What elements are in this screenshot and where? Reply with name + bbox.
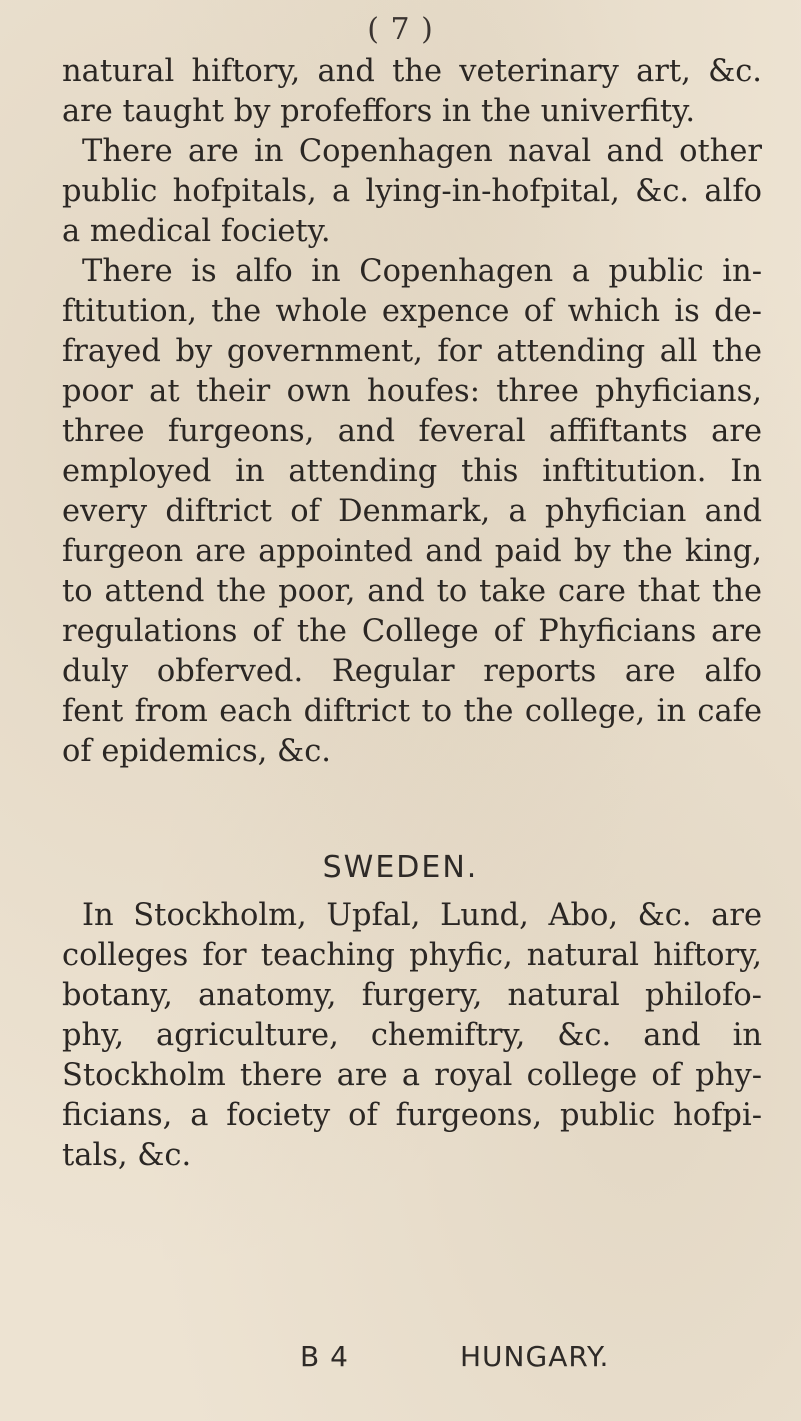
- denmark-text: [62, 52, 762, 772]
- text-line: employed in attending this inftitution. In: [62, 454, 762, 489]
- paragraph-start: There are in Copenhagen naval and other: [82, 134, 762, 169]
- text-line: regulations of the College of Phyficians are: [62, 614, 762, 649]
- text-line: ftitution, the whole expence of which is de-: [62, 294, 762, 329]
- text-line: phy, agriculture, chemiftry, &c. and in: [62, 1018, 762, 1053]
- text-line: frayed by government, for attending all the: [62, 334, 762, 369]
- page-number: ( 7 ): [367, 12, 434, 47]
- text-line: ficians, a fociety of furgeons, public hofpi-: [62, 1098, 762, 1133]
- catchword: HUNGARY.: [460, 1340, 610, 1373]
- text-line: a medical fociety.: [62, 214, 331, 249]
- signature-mark: B 4: [300, 1340, 349, 1373]
- text-line: three furgeons, and feveral affiftants are: [62, 414, 762, 449]
- text-line: colleges for teaching phyfic, natural hiftory,: [62, 938, 762, 973]
- paragraph-start: In Stockholm, Upfal, Lund, Abo, &c. are: [82, 898, 762, 933]
- paragraph-start: There is alfo in Copenhagen a public in-: [82, 254, 762, 289]
- section-heading-sweden: SWEDEN.: [322, 850, 479, 885]
- text-line: every diftrict of Denmark, a phyfician and: [62, 494, 762, 529]
- text-line: tals, &c.: [62, 1138, 192, 1173]
- text-line: of epidemics, &c.: [62, 734, 331, 769]
- text-line: furgeon are appointed and paid by the king,: [62, 534, 762, 569]
- text-line: duly obferved. Regular reports are alfo: [62, 654, 762, 689]
- text-line: public hofpitals, a lying-in-hofpital, &c. alfo: [62, 174, 762, 209]
- text-line: Stockholm there are a royal college of phy-: [62, 1058, 762, 1093]
- text-line: botany, anatomy, furgery, natural philofo-: [62, 978, 762, 1013]
- text-line: poor at their own houfes: three phyficians,: [62, 374, 762, 409]
- text-line: are taught by profeffors in the univerfity.: [62, 94, 696, 129]
- text-line: natural hiftory, and the veterinary art, &c.: [62, 54, 762, 89]
- sweden-text: [62, 896, 762, 1176]
- page-footer: [0, 1340, 801, 1380]
- text-line: to attend the poor, and to take care that the: [62, 574, 762, 609]
- text-line: fent from each diftrict to the college, in cafe: [62, 694, 762, 729]
